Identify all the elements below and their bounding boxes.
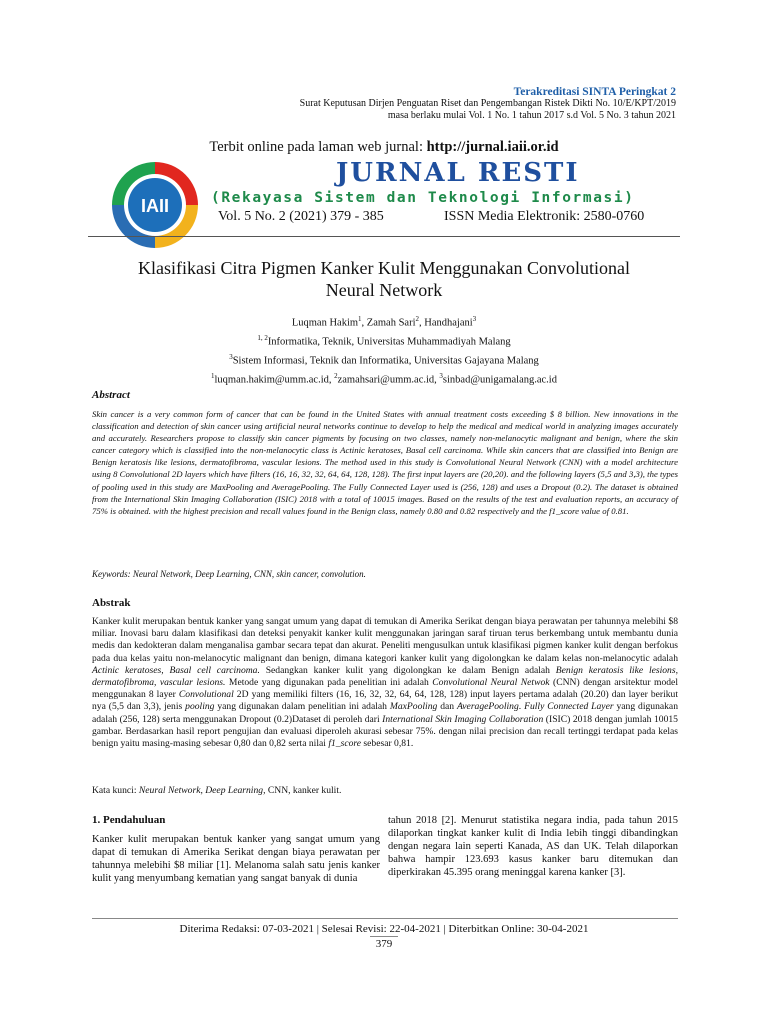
paper-title (0, 257, 768, 301)
decree-text: Surat Keputusan Dirjen Penguatan Riset dan Pengembangan Ristek Dikti No. 10/E/KPT/2019 (299, 98, 676, 109)
author-2: Zamah Sari (366, 317, 416, 329)
journal-url[interactable]: http://jurnal.iaii.or.id (426, 139, 559, 155)
accreditation-title: Terakreditasi SINTA Peringkat 2 (513, 86, 676, 98)
journal-name: JURNAL RESTI (336, 158, 580, 188)
author-names: Luqman Hakim$^1$, Zamah Sari$^2$, Handhajani$^3$ (291, 315, 477, 329)
email-1-sup: 1 (211, 372, 215, 380)
kata-kunci: Kata kunci: Neural Network, Deep Learning, CNN, kanker kulit. (92, 785, 342, 796)
online-label: Terbit online pada laman web jurnal: (209, 139, 423, 155)
header-divider (88, 236, 680, 237)
title-line-2: Neural Network (325, 280, 443, 300)
affiliation-2-sup: 3 (229, 353, 233, 361)
author-3-sup: 3 (472, 315, 477, 323)
author-1-sup: 1 (358, 315, 362, 323)
email-3[interactable]: sinbad@unigamalang.ac.id (442, 374, 557, 386)
affiliation-2-text: Sistem Informasi, Teknik dan Informatika, Universitas Gajayana Malang (232, 355, 539, 367)
title-line-1: Klasifikasi Citra Pigmen Kanker Kulit Menggunakan Convolutional (138, 258, 630, 278)
accreditation-block (300, 86, 676, 122)
issn-info: ISSN Media Elektronik: 2580-0760 (444, 209, 645, 224)
page-number-rule (370, 936, 398, 937)
abstract-text: Skin cancer is a very common form of cancer that can be found in the United States with annual treatment costs exceeding $ 8 billion. New innovations in the classification and detection of skin cancer using artificial neural networks continue to develop to help the medical and medical world in analyzing images accurately and accurately. Researchers propose to classify skin cancer pigments by focusing on two classes, namely non-melanocytic malignant and benign, where the skin cancer category which is classified into the non-melanocytic class is Actinic keratoses, Basal cell carcinoma. While skin cancers that are classified into Benign are Benign keratosis like lesions, dermatofibroma, vascular lesions. The method used in this study is Convolutional Neural Network (CNN) with a model architecture using 8 Convolutional 2D layers which have filters (16, 16, 32, 32, 64, 64, 128, 128). The first input layers are (20,20). and the following layers (5,5 and 3,3), the types of pooling used in this study are MaxPooling and AveragePooling. The Fully Connected Layer used is (256, 128) and uses a Dropout (0.2). The dataset is obtained from the International Skin Imaging Collaboration (ISIC) 2018 with a total of 10015 images. Based on the results of the test and evaluation reports, an accuracy of 75% is obtained. with the highest precision and recall values found in the Benign class, namely 0.80 and 0.82 respectively and the f1_score value of 0.81. (92, 409, 678, 516)
affiliation-1 (0, 331, 768, 350)
affiliation-2 (0, 350, 768, 369)
author-2-sup: 2 (415, 315, 419, 323)
logo-text: IAII (140, 196, 170, 216)
keywords: Keywords: Neural Network, Deep Learning, CNN, skin cancer, convolution. (92, 569, 366, 579)
affiliation-1-sup: 1, 2 (257, 334, 268, 342)
footer-divider (92, 918, 678, 919)
abstrak-text: Kanker kulit merupakan bentuk kanker yang sangat umum yang dapat di temukan di Amerika Serikat dengan biaya perawatan per tahunnya melebihi $8 miliar. Inovasi baru dalam klasifikasi dan deteksi penyakit kanker kulit menggunakan jaringan saraf tiruan terus berkembang untuk membantu dunia medis dan kedokteran dalam menganalisa gambar secara tepat dan akurat. Peneliti mengusulkan untuk klasifikasi pigmen kanker kulit dengan berfokus pada dua kelas yaitu non-melanocytic malignant dan benign, dimana kategori kanker kulit yang digolongkan ke dalam kelas non-melanocytic adalah Actinic keratoses, Basal cell carcinoma. Sedangkan kanker kulit yang digolongkan ke dalam Benign adalah Benign keratosis like lesions, dermatofibroma, vascular lesions. Metode yang digunakan pada penelitian ini adalah Convolutional Neural Netwok (CNN) dengan arsitektur model menggunakan 8 layer Convolutional 2D yang memiliki filters (16, 16, 32, 32, 64, 64, 128, 128) input layers pertama adalah (20.20) dan layer berikut nya (5,5 dan 3,3), jenis pooling yang digunakan dalam penelitian ini adalah MaxPooling dan AveragePooling. Fully Connected Layer yang digunakan adalah (256, 128) serta menggunakan Dropout (0.2)Dataset di peroleh dari International Skin Imaging Collaboration (ISIC) 2018 dengan jumlah 10015 gambar. Berdasarkan hasil report pengujian dan evaluasi diperoleh akurasi sebesar 75%. dengan nilai precision dan recall tertinggi terdapat pada kelas benign yaitu masing-masing sebesar 0,80 dan 0,82 serta nilai f1_score sebesar 0,81. (92, 616, 678, 750)
affiliation-1-text: Informatika, Teknik, Universitas Muhammadiyah Malang (267, 336, 511, 348)
author-block (0, 312, 768, 388)
volume-info: Vol. 5 No. 2 (2021) 379 - 385 (218, 209, 384, 224)
author-3: Handhajani (424, 317, 473, 329)
abstrak-heading: Abstrak (92, 597, 131, 609)
iaii-logo (108, 158, 202, 252)
page-number: 379 (375, 938, 393, 950)
abstract-heading: Abstract (92, 389, 130, 401)
email-2-sup: 2 (334, 372, 338, 380)
section-1-heading: 1. Pendahuluan (92, 814, 166, 826)
email-1[interactable]: luqman.hakim@umm.ac.id, (214, 374, 332, 386)
intro-column-2: tahun 2018 [2]. Menurut statistika negara india, pada tahun 2015 dilaporkan tingkat kanker kulit di India lebih tinggi dibandingkan dengan negara lain seperti Kanada, AS dan UK. Telah dilaporkan bahwa hampir 123.693 kasus kanker baru ditemukan dan diperkirakan 45.395 orang meninggal karena kanker [3]. (388, 815, 678, 878)
email-2[interactable]: zamahsari@umm.ac.id, (337, 374, 437, 386)
online-line (0, 139, 768, 156)
journal-subtitle: (Rekayasa Sistem dan Teknologi Informasi) (211, 190, 635, 206)
intro-column-1: Kanker kulit merupakan bentuk kanker yang sangat umum yang dapat di temukan di Amerika Serikat dengan biaya perawatan per tahunnya melebihi $8 miliar [1]. Melanoma salah satu jenis kanker kulit yang menyumbang kematian yang sangat banyak di dunia (92, 834, 380, 884)
author-emails (0, 369, 768, 388)
footer-dates: Diterima Redaksi: 07-03-2021 | Selesai Revisi: 22-04-2021 | Diterbitkan Online: 30-04-2021 (179, 923, 589, 935)
author-1: Luqman Hakim (291, 317, 359, 329)
validity-text: masa berlaku mulai Vol. 1 No. 1 tahun 2017 s.d Vol. 5 No. 3 tahun 2021 (387, 110, 676, 121)
email-3-sup: 3 (439, 372, 443, 380)
